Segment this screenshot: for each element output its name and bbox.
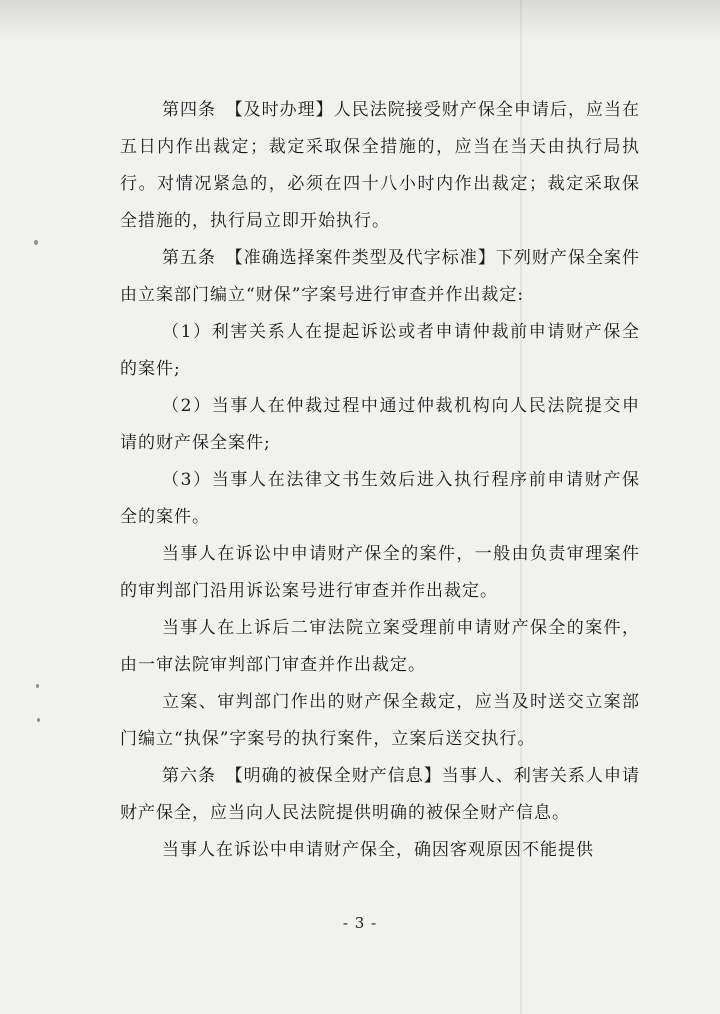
paragraph-continuation: 当事人在诉讼中申请财产保全，确因客观原因不能提供 <box>162 840 594 860</box>
paragraph-article-6: 第六条 【明确的被保全财产信息】当事人、利害关系人申请财产保全，应当向人民法院提供明确的被保全财产信息。 <box>120 766 640 823</box>
paragraph-article-5: 第五条 【准确选择案件类型及代字标准】下列财产保全案件由立案部门编立“财保”字案号进行审查并作出裁定: <box>120 248 640 305</box>
paragraph-item-2: （2）当事人在仲裁过程中通过仲裁机构向人民法院提交申请的财产保全案件; <box>120 396 640 453</box>
scan-speck <box>36 684 39 688</box>
scan-speck <box>34 240 38 245</box>
paragraph-litigation-preservation: 当事人在诉讼中申请财产保全的案件，一般由负责审理案件的审判部门沿用诉讼案号进行审查并作出裁定。 <box>120 544 640 601</box>
paragraph-appeal-preservation: 当事人在上诉后二审法院立案受理前申请财产保全的案件，由一审法院审判部门审查并作出裁定。 <box>120 618 640 675</box>
scan-shadow <box>0 0 720 40</box>
page-number: - 3 - <box>342 914 378 932</box>
paragraph-ruling-transfer: 立案、审判部门作出的财产保全裁定，应当及时送交立案部门编立“执保”字案号的执行案件，立案后送交执行。 <box>120 692 640 749</box>
paragraph-article-4: 第四条 【及时办理】人民法院接受财产保全申请后，应当在五日内作出裁定；裁定采取保全措施的，应当在当天由执行局执行。对情况紧急的，必须在四十八小时内作出裁定；裁定采取保全措施的，执行局立即开始执行。 <box>120 100 640 231</box>
scan-speck <box>37 718 40 722</box>
paragraph-item-3: （3）当事人在法律文书生效后进入执行程序前申请财产保全的案件。 <box>120 470 640 527</box>
paragraph-item-1: （1）利害关系人在提起诉讼或者申请仲裁前申请财产保全的案件; <box>120 322 640 379</box>
document-body <box>120 92 640 869</box>
